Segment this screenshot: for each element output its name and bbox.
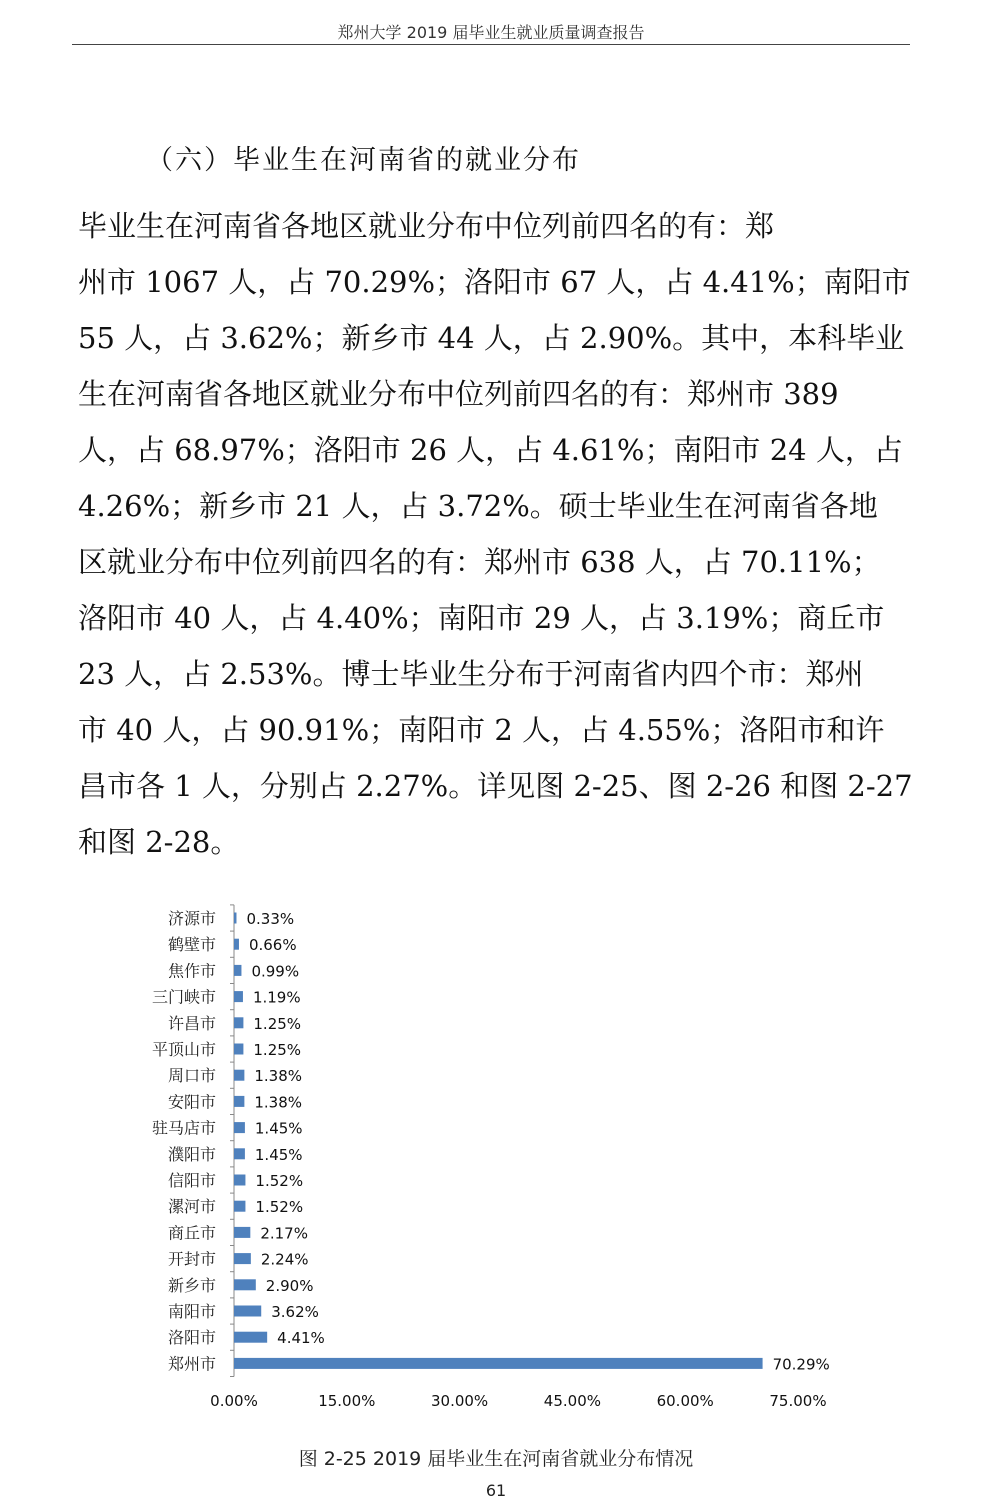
paragraph-line: 洛阳市 40 人，占 4.40%；南阳市 29 人，占 3.19%；商丘市 <box>78 601 885 635</box>
x-tick-label: 75.00% <box>769 1392 827 1410</box>
bar <box>234 1148 245 1159</box>
data-label: 1.45% <box>254 1119 303 1138</box>
category-label: 漯河市 <box>167 1197 216 1217</box>
paragraph-line: 区就业分布中位列前四名的有：郑州市 638 人，占 70.11%； <box>78 545 881 579</box>
category-label: 郑州市 <box>167 1354 216 1374</box>
running-header: 郑州大学 2019 届毕业生就业质量调查报告 <box>337 23 645 42</box>
paragraph-line: 毕业生在河南省各地区就业分布中位列前四名的有：郑 <box>78 209 775 243</box>
category-label: 商丘市 <box>167 1223 216 1243</box>
section-title: （六）毕业生在河南省的就业分布 <box>146 145 581 176</box>
bar <box>234 1306 261 1317</box>
x-tick-label: 45.00% <box>543 1392 602 1410</box>
paragraph-line: 生在河南省各地区就业分布中位列前四名的有：郑州市 389 <box>78 377 839 411</box>
category-label: 平顶山市 <box>151 1040 216 1059</box>
data-label: 3.62% <box>271 1303 319 1321</box>
bar <box>234 1201 245 1212</box>
paragraph-line: 23 人，占 2.53%。博士毕业生分布于河南省内四个市：郑州 <box>78 657 864 691</box>
data-label: 1.25% <box>253 1014 302 1033</box>
bar <box>234 1279 256 1290</box>
paragraph-line: 和图 2-28。 <box>78 825 240 859</box>
employment-distribution-chart <box>0 890 992 1430</box>
data-label: 1.19% <box>252 988 301 1007</box>
data-label: 1.52% <box>255 1172 304 1190</box>
header-rule <box>72 44 910 45</box>
category-label: 濮阳市 <box>167 1144 216 1164</box>
bar <box>234 1070 244 1081</box>
x-tick-label: 0.00% <box>210 1392 258 1410</box>
paragraph-line: 市 40 人，占 90.91%；南阳市 2 人，占 4.55%；洛阳市和许 <box>78 713 885 747</box>
data-label: 70.29% <box>772 1355 830 1374</box>
data-label: 4.41% <box>277 1329 325 1348</box>
data-label: 1.52% <box>255 1198 304 1217</box>
data-label: 0.66% <box>248 936 297 955</box>
category-label: 信阳市 <box>167 1171 216 1190</box>
data-label: 2.90% <box>265 1276 314 1295</box>
data-label: 2.17% <box>260 1224 308 1243</box>
bar <box>234 1122 245 1133</box>
bar <box>234 965 241 976</box>
paragraph-line: 州市 1067 人，占 70.29%；洛阳市 67 人，占 4.41%；南阳市 <box>78 265 911 299</box>
category-label: 新乡市 <box>167 1275 216 1295</box>
category-label: 鹤壁市 <box>167 935 216 955</box>
bar <box>234 991 243 1002</box>
data-label: 0.33% <box>246 910 295 928</box>
category-label: 驻马店市 <box>151 1118 216 1138</box>
category-label: 三门峡市 <box>151 987 216 1007</box>
bar <box>234 1358 763 1369</box>
x-tick-label: 30.00% <box>430 1392 489 1410</box>
category-label: 开封市 <box>167 1249 216 1269</box>
category-label: 济源市 <box>167 909 216 928</box>
body-paragraph <box>78 198 913 870</box>
bar <box>234 1332 267 1343</box>
bar <box>234 1175 245 1186</box>
data-label: 2.24% <box>260 1250 309 1269</box>
bar <box>234 1253 251 1264</box>
bar <box>234 1096 244 1107</box>
category-label: 焦作市 <box>167 961 216 981</box>
bar <box>234 1017 243 1028</box>
x-tick-label: 15.00% <box>318 1392 376 1410</box>
paragraph-line: 人，占 68.97%；洛阳市 26 人，占 4.61%；南阳市 24 人，占 <box>78 433 903 467</box>
paragraph-line: 55 人，占 3.62%；新乡市 44 人，占 2.90%。其中，本科毕业 <box>78 321 905 355</box>
category-label: 安阳市 <box>167 1092 216 1112</box>
x-tick-label: 60.00% <box>656 1392 714 1410</box>
category-label: 许昌市 <box>167 1013 216 1033</box>
category-label: 洛阳市 <box>167 1328 216 1348</box>
category-label: 南阳市 <box>167 1302 216 1321</box>
category-label: 周口市 <box>167 1066 216 1086</box>
data-label: 1.45% <box>254 1145 303 1164</box>
bar <box>234 1227 250 1238</box>
paragraph-line: 昌市各 1 人，分别占 2.27%。详见图 2-25、图 2-26 和图 2-27 <box>78 769 913 803</box>
data-label: 1.38% <box>254 1093 303 1112</box>
page-number: 61 <box>485 1481 507 1500</box>
figure-caption: 图 2-25 2019 届毕业生在河南省就业分布情况 <box>298 1448 694 1470</box>
bar <box>234 1044 243 1055</box>
data-label: 0.99% <box>251 962 300 981</box>
data-label: 1.25% <box>253 1041 302 1059</box>
data-label: 1.38% <box>254 1067 303 1086</box>
bar <box>234 913 236 924</box>
paragraph-line: 4.26%；新乡市 21 人，占 3.72%。硕士毕业生在河南省各地 <box>78 489 878 523</box>
bar <box>234 939 239 950</box>
